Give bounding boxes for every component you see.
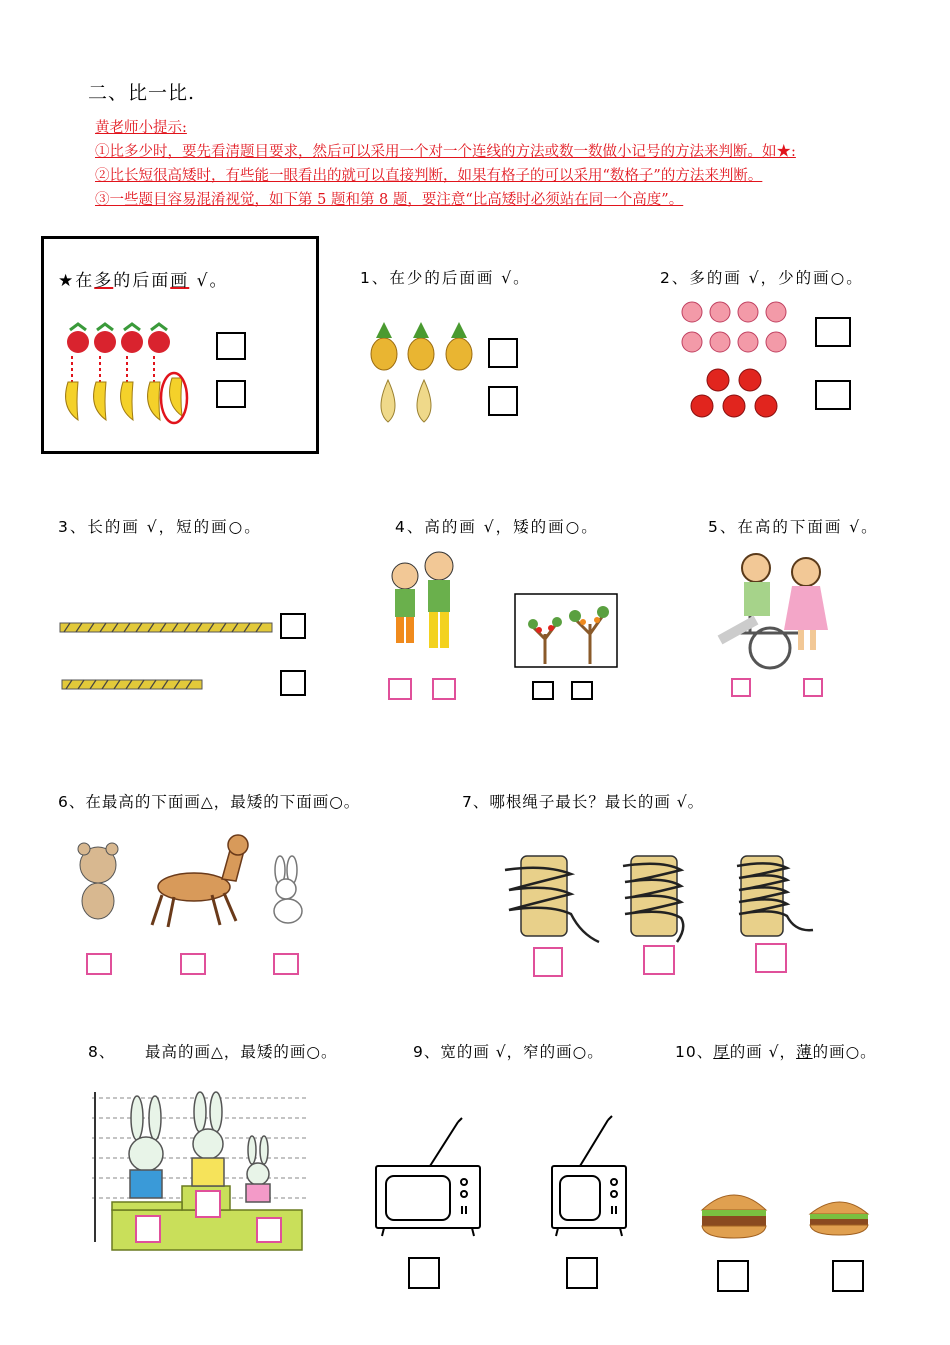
page-title: 二、比一比.	[88, 82, 196, 104]
tip-2: ②比长短很高矮时，有些能一眼看出的就可以直接判断，如果有格子的可以采用“数格子”的方法来判断。	[95, 168, 763, 184]
q6-answer-box-2[interactable]	[180, 953, 206, 975]
q6-answer-box-1[interactable]	[86, 953, 112, 975]
q3-answer-box-2[interactable]	[280, 670, 306, 696]
q3-answer-box-1[interactable]	[280, 613, 306, 639]
burger-icon	[702, 1195, 868, 1238]
q5-answer-box-1[interactable]	[731, 678, 751, 697]
question-10: 10、厚的画 √，薄的画○。	[675, 1043, 877, 1061]
peach-icon	[682, 302, 786, 352]
peaches-apples	[680, 298, 790, 418]
q8-answer-box-1[interactable]	[135, 1215, 161, 1243]
q7-answer-box-1[interactable]	[533, 947, 563, 977]
q1-answer-box-1[interactable]	[488, 338, 518, 368]
bear-deer-rabbit	[62, 815, 332, 965]
q2-answer-box-1[interactable]	[815, 317, 851, 347]
q10-answer-box-1[interactable]	[717, 1260, 749, 1292]
rope-icon	[60, 623, 272, 689]
question-3: 3、长的画 √，短的画○。	[58, 518, 262, 536]
q4-answer-box-4[interactable]	[571, 681, 593, 700]
bear-icon	[78, 843, 118, 919]
teacher-tips	[95, 116, 796, 212]
q1-answer-box-2[interactable]	[488, 386, 518, 416]
q9-answer-box-1[interactable]	[408, 1257, 440, 1289]
q4-answer-box-3[interactable]	[532, 681, 554, 700]
narrow-tv	[550, 1110, 630, 1240]
three-rope-spools	[505, 850, 825, 945]
question-1: 1、在少的后面画 √。	[360, 269, 531, 287]
q8-answer-box-3[interactable]	[256, 1217, 282, 1243]
two-ropes	[60, 620, 275, 692]
tip-1: ①比多少时，要先看清题目要求，然后可以采用一个对一个连线的方法或数一数做小记号的方法来判断。如★:	[95, 144, 796, 160]
q8-answer-box-2[interactable]	[195, 1190, 221, 1218]
two-trees	[515, 594, 618, 668]
example-answer-box-1[interactable]	[216, 332, 246, 360]
question-4: 4、高的画 √，矮的画○。	[395, 518, 599, 536]
question-7: 7、哪根绳子最长？最长的画 √。	[462, 793, 705, 811]
q9-answer-box-2[interactable]	[566, 1257, 598, 1289]
question-9: 9、宽的画 √，窄的画○。	[413, 1043, 604, 1061]
pineapple-icon	[371, 338, 472, 370]
q4-answer-box-1[interactable]	[388, 678, 412, 700]
deer-icon	[152, 835, 248, 927]
rabbit-icon	[129, 1092, 270, 1202]
q7-answer-box-2[interactable]	[643, 945, 675, 975]
boy-icon	[392, 552, 453, 648]
pineapples-pears	[368, 322, 478, 426]
tv-icon	[376, 1118, 480, 1236]
question-6: 6、在最高的下面画△，最矮的下面画○。	[58, 793, 361, 811]
question-5: 5、在高的下面画 √。	[708, 518, 879, 536]
tv-icon	[552, 1116, 626, 1236]
pear-icon	[381, 380, 431, 422]
q5-answer-box-2[interactable]	[803, 678, 823, 697]
q2-answer-box-2[interactable]	[815, 380, 851, 410]
two-boys	[385, 548, 470, 656]
tip-3: ③一些题目容易混淆视觉，如下第 5 题和第 8 题，要注意“比高矮时必须站在同一个高度”。	[95, 192, 684, 208]
rabbit-icon	[274, 856, 302, 923]
strawberry-icon	[67, 324, 170, 353]
example-answer-box-2[interactable]	[216, 380, 246, 408]
q10-answer-box-2[interactable]	[832, 1260, 864, 1292]
apple-icon	[691, 369, 777, 417]
q6-answer-box-3[interactable]	[273, 953, 299, 975]
wheelchair-boy-and-girl	[710, 548, 845, 673]
q4-answer-box-2[interactable]	[432, 678, 456, 700]
two-burgers	[698, 1186, 866, 1242]
wide-tv	[374, 1110, 486, 1240]
example-strawberries-bananas	[60, 320, 200, 430]
question-8: 8、 最高的画△，最矮的画○。	[88, 1043, 338, 1061]
q7-answer-box-3[interactable]	[755, 943, 787, 973]
question-2: 2、多的画 √，少的画○。	[660, 269, 864, 287]
tips-heading: 黄老师小提示:	[95, 120, 187, 136]
example-question: ★在多的后面画 √。	[58, 271, 229, 291]
